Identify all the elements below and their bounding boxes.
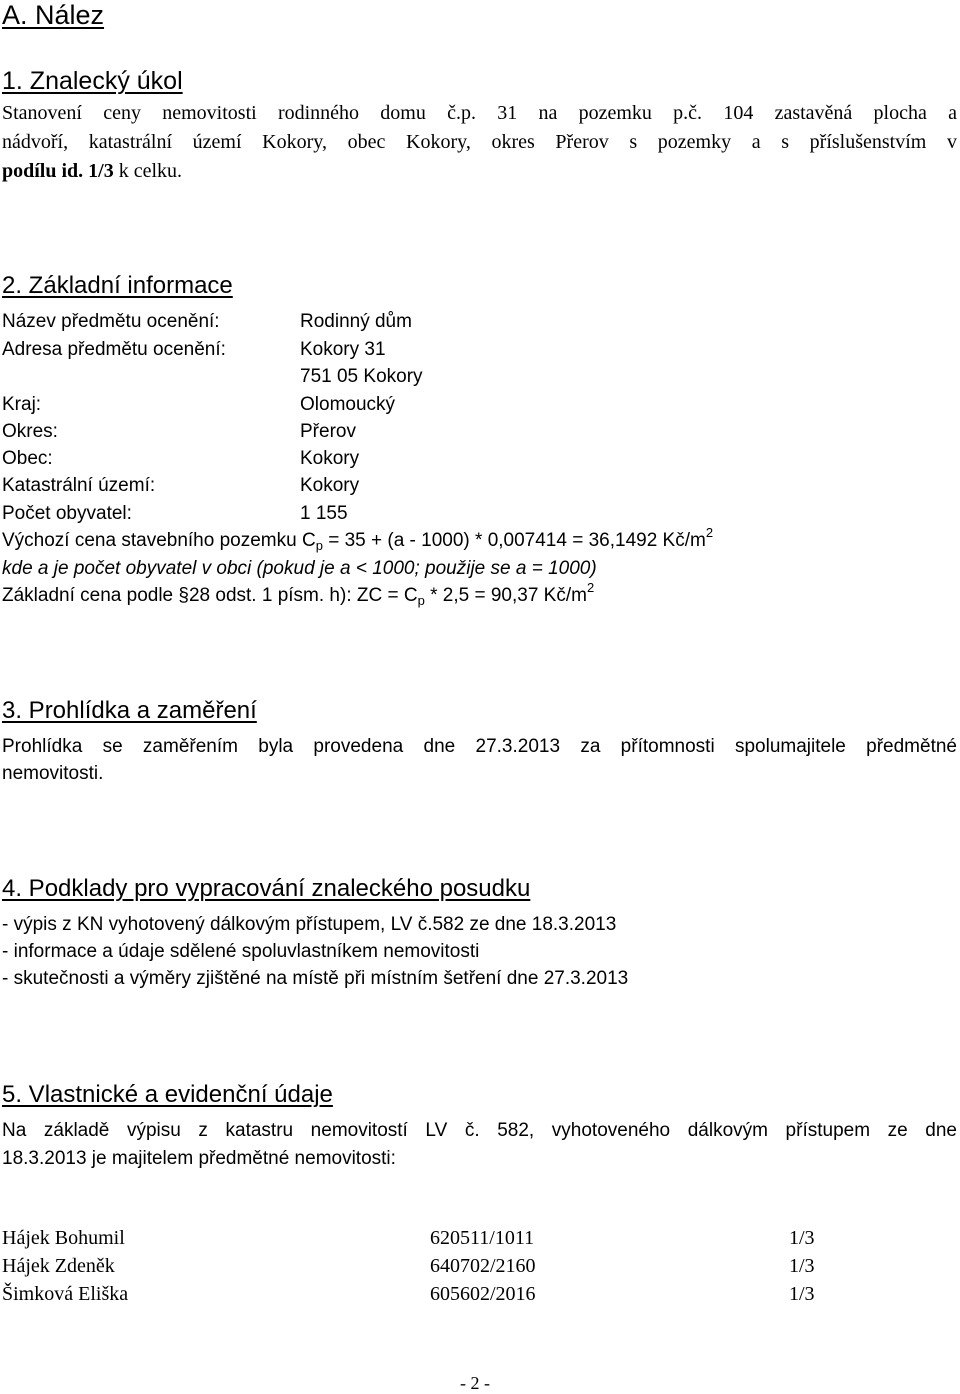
info-label-population: Počet obyvatel:: [2, 503, 132, 524]
formula-note: kde a je počet obyvatel v obci (pokud je a < 1000; použije se a = 1000): [2, 558, 597, 579]
info-label-region: Kraj:: [2, 394, 42, 415]
section-1-title: 1. Znalecký úkol: [2, 67, 183, 95]
info-value-postal: 751 05 Kokory: [300, 366, 423, 387]
page-number: - 2 -: [460, 1373, 490, 1393]
info-value-name: Rodinný dům: [300, 311, 412, 332]
formula-zc-sub: p: [417, 593, 425, 608]
owner-id: 640702/2160: [430, 1255, 536, 1277]
source-item: - skutečnosti a výměry zjištěné na místě při místním šetření dne 27.3.2013: [2, 968, 629, 989]
formula-zc: [2, 582, 594, 609]
owner-name: Šimková Eliška: [2, 1283, 129, 1305]
info-value-address: Kokory 31: [300, 339, 386, 360]
section-a-title: A. Nález: [2, 0, 105, 30]
section-3-title: 3. Prohlídka a zaměření: [2, 697, 257, 724]
info-label-municipality: Obec:: [2, 448, 53, 469]
owner-name: Hájek Zdeněk: [2, 1255, 115, 1277]
formula-base-price: [2, 527, 713, 554]
section-1-line-1: Stanovení ceny nemovitosti rodinného domu č.p. 31 na pozemku p.č. 104 zastavěná plocha a: [2, 102, 957, 124]
section-5-line-1: Na základě výpisu z katastru nemovitostí LV č. 582, vyhotoveného dálkovým přístupem ze dne: [2, 1120, 957, 1141]
info-value-population: 1 155: [300, 503, 348, 524]
section-5-line-2: 18.3.2013 je majitelem předmětné nemovitosti:: [2, 1148, 396, 1169]
info-label-address: Adresa předmětu ocenění:: [2, 339, 226, 360]
section-3-line-1: Prohlídka se zaměřením byla provedena dne 27.3.2013 za přítomnosti spolumajitele předmětné: [2, 736, 957, 757]
info-value-region: Olomoucký: [300, 394, 396, 415]
formula-base-price-sup: 2: [705, 525, 714, 540]
info-label-district: Okres:: [2, 421, 58, 442]
section-4-title: 4. Podklady pro vypracování znaleckého posudku: [2, 875, 531, 902]
section-3-line-2: nemovitosti.: [2, 763, 104, 784]
share-emphasis: podílu id. 1/3: [2, 160, 114, 182]
info-label-cadastral: Katastrální území:: [2, 475, 156, 496]
formula-zc-pre: Základní cena podle §28 odst. 1 písm. h): ZC = C: [2, 585, 418, 606]
formula-base-price-pre: Výchozí cena stavebního pozemku C: [2, 530, 316, 551]
section-1-line-3-rest: k celku.: [113, 160, 183, 182]
owner-name: Hájek Bohumil: [2, 1227, 125, 1249]
section-5-title: 5. Vlastnické a evidenční údaje: [2, 1081, 333, 1108]
formula-zc-post: * 2,5 = 90,37 Kč/m: [424, 585, 587, 606]
formula-zc-sup: 2: [586, 580, 595, 595]
owner-share: 1/3: [789, 1255, 815, 1277]
formula-base-price-post: = 35 + (a - 1000) * 0,007414 = 36,1492 Kč/m: [322, 530, 706, 551]
owner-id: 605602/2016: [430, 1283, 536, 1305]
info-value-municipality: Kokory: [300, 448, 360, 469]
source-item: - informace a údaje sdělené spoluvlastníkem nemovitosti: [2, 941, 480, 962]
owner-id: 620511/1011: [430, 1227, 535, 1249]
info-value-cadastral: Kokory: [300, 475, 360, 496]
section-2-title: 2. Základní informace: [2, 272, 233, 299]
source-item: - výpis z KN vyhotovený dálkovým přístupem, LV č.582 ze dne 18.3.2013: [2, 914, 617, 935]
owner-share: 1/3: [789, 1283, 815, 1305]
section-1-line-2: nádvoří, katastrální území Kokory, obec Kokory, okres Přerov s pozemky a s příslušenstvím v: [2, 131, 957, 153]
section-1-line-3: [2, 158, 182, 185]
formula-base-price-sub: p: [315, 538, 323, 553]
info-label-name: Název předmětu ocenění:: [2, 311, 220, 332]
info-value-district: Přerov: [300, 421, 356, 442]
owner-share: 1/3: [789, 1227, 815, 1249]
